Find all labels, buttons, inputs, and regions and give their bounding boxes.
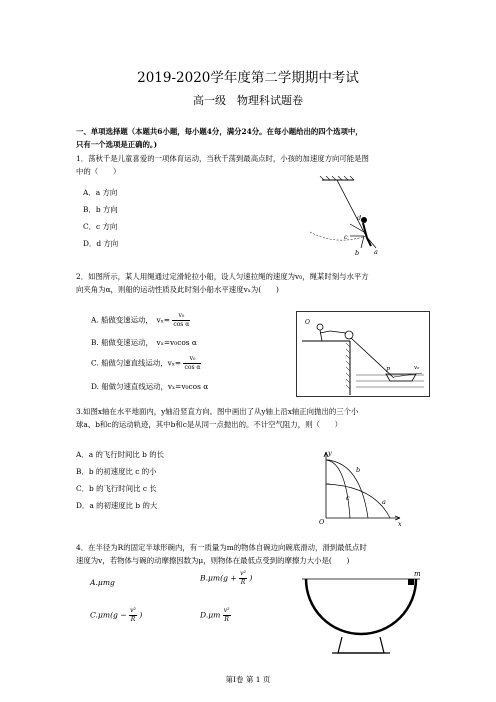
q2-label-o: O — [305, 319, 310, 326]
q1-stem-line1: 1．荡秋千是儿童喜爱的一项体育运动，当秋千荡到最高点时，小孩的加速度方向可能是图 — [76, 154, 369, 163]
q3-stem-line2: 球a、b和c的运动轨迹，其中b和c是从同一点抛出的。不计空气阻力，则（ ） — [76, 420, 343, 429]
q1-arrow-b — [361, 236, 364, 248]
q3-label-a: a — [382, 498, 386, 506]
q4-option-c-suffix: ) — [139, 610, 143, 620]
q4-option-b-suffix: ) — [249, 573, 253, 583]
q3-option-d: D．a 的初速度比 b 的大 — [76, 501, 158, 510]
q2-option-a-numerator: v₀ — [172, 312, 190, 321]
q4-option-b-prefix: B.μm(g + — [200, 573, 240, 583]
q1-option-a: A．a 方向 — [83, 188, 118, 197]
q4-option-c-numerator: v² — [130, 607, 136, 614]
q4-option-b-fraction — [239, 570, 247, 587]
q2-stem-line1: 2．如图所示，某人用绳通过定滑轮拉小船，设人匀速拉绳的速度为v₀，绳某时刻与水平方 — [76, 272, 369, 281]
q3-label-o: O — [319, 518, 325, 526]
q1-swing-figure — [306, 176, 396, 258]
q1-label-c: c — [344, 233, 348, 241]
q3-option-a: A．a 的飞行时间比 b 的长 — [76, 450, 165, 459]
question-2-stem — [76, 270, 436, 296]
q2-option-c — [91, 355, 201, 372]
q1-arrow-a — [366, 236, 376, 248]
q2-option-a-fraction — [172, 312, 190, 329]
q3-trajectory-a — [326, 484, 390, 518]
q3-trajectory-b — [326, 460, 368, 518]
question-4-stem — [76, 541, 436, 567]
q2-option-d: D. 船做匀速直线运动，vₓ=v₀cos α — [91, 382, 209, 391]
q2-label-v0: v₀ — [414, 365, 420, 371]
q4-option-b — [200, 570, 252, 587]
q3-trajectory-c — [326, 460, 350, 518]
page-footer: 第Ⅰ卷 第 1 页 — [225, 675, 271, 684]
q4-bowl-stand — [338, 637, 384, 653]
q2-figure-border — [297, 312, 430, 397]
q4-option-c-fraction — [129, 607, 137, 624]
exam-subtitle: 高一级 物理科试题卷 — [193, 94, 303, 107]
q3-label-b: b — [356, 466, 361, 474]
q4-option-c — [90, 607, 142, 624]
q1-label-b: b — [355, 249, 360, 257]
q4-stem-line2: 速度为v，若物体与碗的动摩擦因数为μ，则物体在最低点受到的摩擦力大小是( ) — [76, 556, 350, 565]
q2-person-head — [317, 324, 323, 330]
q1-label-d: d — [357, 214, 362, 222]
q3-trajectory-figure — [316, 448, 406, 526]
q4-bowl — [306, 579, 416, 634]
q2-person-body — [320, 330, 330, 341]
q4-option-c-prefix: C.μm(g − — [90, 610, 130, 620]
q4-option-b-numerator: v² — [240, 570, 246, 577]
q4-label-m: m — [414, 570, 421, 578]
q3-label-y: y — [328, 449, 332, 457]
q2-pulley — [345, 331, 353, 339]
q2-option-a-denominator: cos α — [173, 321, 190, 328]
q2-option-c-denominator: cos α — [184, 364, 201, 371]
q1-label-a: a — [374, 248, 378, 256]
q3-label-x: x — [398, 520, 402, 526]
question-3-stem — [76, 405, 436, 431]
q4-option-a: A.μmg — [90, 578, 115, 587]
q2-option-a-text: A. 船做变速运动， vₓ= — [91, 315, 170, 325]
exam-title: 2019-2020学年度第二学期期中考试 — [137, 70, 359, 86]
q1-child-head — [361, 217, 367, 223]
q4-option-d-numerator: v² — [223, 607, 230, 614]
section-heading-line1: 一、单项选择题（本题共6小题，每小题4分，满分24分。在每小题给出的四个选项中， — [76, 127, 363, 136]
q4-option-d-fraction — [223, 607, 231, 624]
q2-option-b: B. 船做变速运动， vₓ=v₀cos α — [91, 338, 197, 347]
q2-option-a — [91, 312, 190, 329]
q1-option-c: C．c 方向 — [83, 222, 118, 231]
q2-label-p: P — [386, 367, 391, 374]
q4-block — [408, 579, 414, 585]
q2-stem-line2: 向夹角为α，则船的运动性质及此时刻小船水平速度vₓ为( ) — [76, 285, 279, 294]
q4-stem-line1: 4．在半径为R的固定半球形碗内，有一质量为m的物体自碗边向碗底滑动，滑到最低点时 — [76, 543, 367, 552]
section-heading-line2: 只有一个选项是正确的。) — [76, 140, 158, 149]
section-heading — [76, 125, 431, 151]
q4-option-d-denominator: R — [224, 616, 229, 623]
q2-option-c-text: C. 船做匀速直线运动，vₓ= — [91, 358, 182, 368]
q4-option-c-denominator: R — [130, 616, 136, 623]
q4-option-b-denominator: R — [240, 579, 246, 586]
q1-stem-line2: 中的（ ） — [76, 167, 121, 176]
q2-option-c-numerator: v₀ — [183, 355, 201, 364]
question-1-stem — [76, 152, 436, 178]
q1-option-d: D．d 方向 — [83, 239, 119, 248]
q3-stem-line1: 3.如图x轴在水平地面内，y轴沿竖直方向。图中画出了从y轴上沿x轴正向抛出的三个小 — [76, 407, 359, 416]
q3-option-c: C．b 的飞行时间比 c 长 — [76, 484, 157, 493]
q2-option-c-fraction — [183, 355, 201, 372]
q3-label-c: c — [346, 494, 350, 502]
q1-child-body — [363, 223, 371, 246]
q3-option-b: B．b 的初速度比 c 的小 — [76, 467, 157, 476]
q4-bowl-figure — [298, 567, 424, 659]
q4-option-d-prefix: D.μm — [200, 610, 221, 620]
q2-boat-figure — [296, 311, 430, 397]
q1-rope — [337, 180, 366, 236]
q1-option-b: B．b 方向 — [83, 205, 118, 214]
q2-rope-top — [330, 331, 346, 333]
q4-option-d — [200, 607, 231, 624]
